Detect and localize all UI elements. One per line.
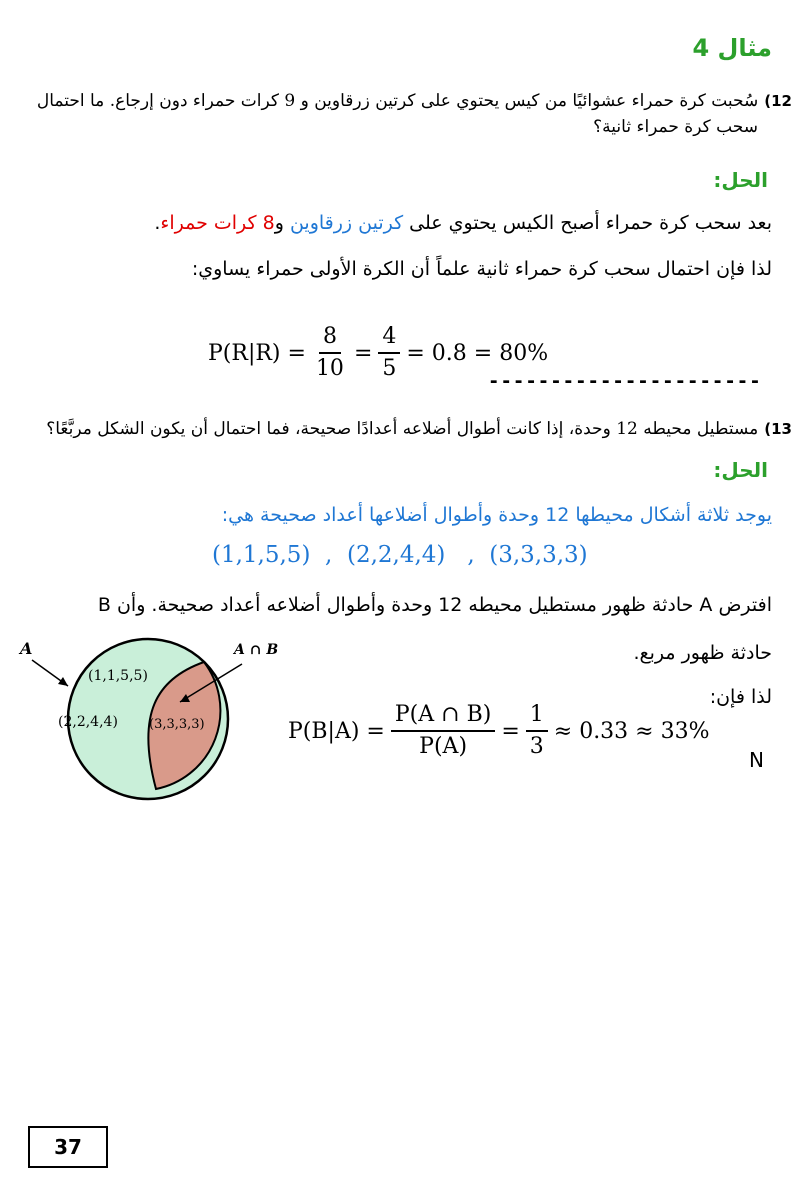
formula-1-frac2-num: 4 [378,322,400,354]
formula-2-equals: = [501,718,520,744]
formula-2-fraction-1 [391,700,495,762]
solution-2-line1: يوجد ثلاثة أشكال محيطها 12 وحدة وأطوال أضلاعها أعداد صحيحة هي: [221,504,772,526]
venn-diagram [6,634,286,804]
venn-item-2: (2,2,4,4) [58,714,118,730]
venn-arrowhead-a [58,677,68,686]
formula-1-frac2-den: 5 [382,356,397,381]
question-13-line1: مستطيل محيطه 12 وحدة، إذا كانت أطوال أضلاعه أعدادًا صحيحة، فما احتمال أن يكون الشكل مربَّعًا؟ [46,419,759,439]
formula-2-frac1-num: P(A ∩ B) [391,700,495,732]
solution-2-line4: حادثة ظهور مربع. [633,642,772,664]
rectangle-tuples: (1,1,5,5) , (2,2,4,4) , (3,3,3,3) [212,542,588,568]
formula-2-lhs: P(B|A) = [288,718,385,744]
question-12-line2: سحب كرة حمراء ثانية؟ [593,117,758,137]
solution-1-text-a: بعد سحب كرة حمراء أصبح الكيس يحتوي على [403,212,772,234]
example-title: مثال 4 [692,34,772,62]
formula-1-frac1-den: 10 [315,356,344,381]
formula-1-rhs: = 0.8 = 80% [406,340,549,366]
formula-1-fraction-1 [312,322,348,384]
venn-item-3: (3,3,3,3) [149,717,205,732]
question-12-line1: سُحبت كرة حمراء عشوائيًا من كيس يحتوي على كرتين زرقاوين و 9 كرات حمراء دون إرجاع. ما احتمال [36,91,759,111]
solution-1-red-balls: 8 كرات حمراء [160,212,275,234]
formula-1-equals: = [353,340,373,366]
formula-2-frac1-den: P(A) [419,734,468,759]
venn-item-1: (1,1,5,5) [88,668,148,684]
solution-1-line2: لذا فإن احتمال سحب كرة حمراء ثانية علماً أن الكرة الأولى حمراء يساوي: [191,258,772,280]
formula-2-frac2-den: 3 [529,734,544,759]
solution-1-text-b: و [274,212,290,234]
separator-line: ---------------------- [488,370,762,392]
page-number-box [28,1126,108,1168]
n-mark: N [749,748,764,772]
formula-1-fraction-2 [378,322,400,384]
formula-1-lhs: P(R|R) = [208,340,306,366]
question-12-number: 12) [764,92,792,110]
solution-label-2: الحل: [713,458,768,482]
solution-1-blue-balls: كرتين زرقاوين [289,212,404,234]
formula-2-frac2-num: 1 [526,700,548,732]
venn-label-ab: A ∩ B [234,642,279,658]
formula-1-frac1-num: 8 [319,322,341,354]
question-13-number: 13) [764,420,792,438]
solution-2-line5: لذا فإن: [709,686,772,708]
formula-b-given-a [288,700,710,762]
solution-2-line3: افترض A حادثة ظهور مستطيل محيطه 12 وحدة وأطوال أضلاعه أعداد صحيحة. وأن B [97,594,772,616]
formula-2-fraction-2 [526,700,548,762]
question-13 [0,416,792,442]
formula-2-rhs: ≈ 0.33 ≈ 33% [553,718,710,744]
solution-label-1: الحل: [713,168,768,192]
venn-label-a: A [20,639,33,658]
page-number: 37 [54,1135,82,1159]
solution-1-text-c: . [154,212,161,234]
question-12 [0,88,792,140]
solution-1-line1 [154,212,772,234]
